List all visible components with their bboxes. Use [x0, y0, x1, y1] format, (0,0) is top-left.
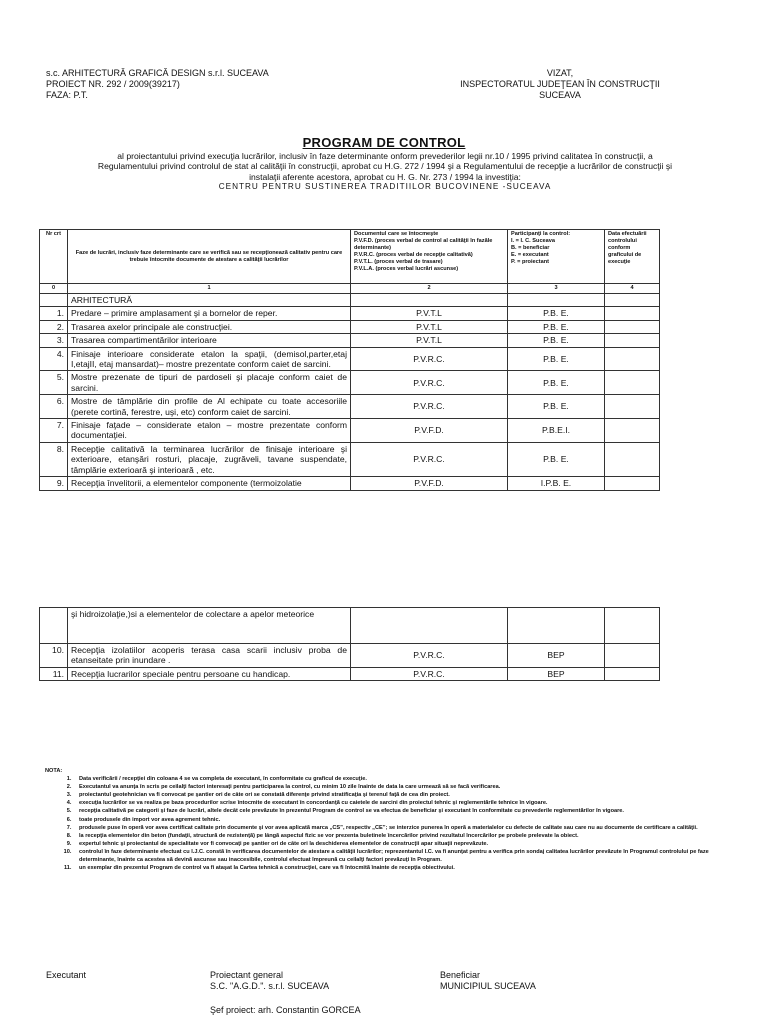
intro-line-2: Regulamentului privind controlul de stat al calităţii în construcţii, aprobat cu H.G. 272 / 1994 şi a Regulamentului de recepţie a lucrărilor de construcţii şi	[97, 161, 673, 172]
notes-list	[45, 775, 735, 872]
header-document: Documentul care se întocmeşte P.V.F.D. (proces verbal de control al calităţii în fazăle determinante) P.V.R.C. (proces verbal de recepţie calitativă) P.V.T.L. (proces verbal de trasare) P.V.L.A. (proces verbal lucrări ascunse)	[351, 230, 508, 284]
note-item: 7. produsele puse în operă vor avea certificat calitate prin documente şi vor avea aplicată marca „CS”, respectiv „CE”; se interzice punerea în operă a materialelor cu defecte de calitate sau care nu au documente de certificare a calităţii.	[73, 824, 735, 832]
row-description: Trasarea axelor principale ale construcţiei.	[68, 320, 351, 333]
notes-label: NOTA:	[45, 768, 63, 774]
project-phase: FAZA: P.T.	[46, 90, 88, 100]
row-date	[605, 477, 660, 490]
header-participants: Participanţi la control: I. = I. C. Suceava B. = beneficiar E. = executant P. = proiectant	[508, 230, 605, 284]
designer-title: Proiectant general	[210, 970, 284, 980]
header-right	[460, 68, 660, 101]
row-date	[605, 371, 660, 395]
inspectorate-name: INSPECTORATUL JUDEŢEAN ÎN CONSTRUCŢII	[460, 79, 660, 89]
designer-company: S.C. "A.G.D.". s.r.l. SUCEAVA	[210, 981, 330, 991]
row-number: 9.	[40, 477, 68, 490]
row-description: Mostre prezenate de tipuri de pardoseli şi placaje conform caiet de sarcini.	[68, 371, 351, 395]
section-title: ARHITECTURĂ	[68, 294, 351, 307]
row-document: P.V.F.D.	[351, 419, 508, 443]
row-participants: P.B. E.	[508, 347, 605, 371]
intro-line-3: instalaţii aferente acestora, aprobat cu H. G. Nr. 273 / 1994 la investiţia:	[249, 171, 521, 182]
note-item: 3. proiectantul geotehnician va fi convocat pe şantier ori de câte ori se constată diferenţe privind stratificaţia şi terenul faţă de cea din proiect.	[73, 791, 735, 799]
row-participants: P.B. E.	[508, 371, 605, 395]
table-row	[40, 371, 660, 395]
note-item: 8. la recepţia elementelor din beton (fundaţii, structură de rezistenţă) pe lângă aspectul fizic se vor prezenta buletinele încercărilor privind rezultatul încercărilor pe probele prelevate la obiect.	[73, 832, 735, 840]
note-item: 1. Data verificării / recepţiei din coloana 4 se va completa de executant, în conformitate cu graficul de execuţie.	[73, 775, 735, 783]
row-number	[40, 608, 68, 644]
project-number: PROIECT NR. 292 / 2009(39217)	[46, 79, 180, 89]
row-number: 5.	[40, 371, 68, 395]
row-participants: I.P.B. E.	[508, 477, 605, 490]
investment-name: CENTRU PENTRU SUSTINEREA TRADITIILOR BUCOVINENE -SUCEAVA	[218, 182, 552, 192]
row-number: 10.	[40, 644, 68, 668]
row-description: Trasarea compartimentărilor interioare	[68, 334, 351, 347]
header-date: Data efectuării controlului conform graficului de execuţie	[605, 230, 660, 284]
row-date	[605, 347, 660, 371]
row-document: P.V.T.L	[351, 334, 508, 347]
index-row: 0 1 2 3 4	[40, 284, 660, 294]
table-row	[40, 395, 660, 419]
table-row	[40, 477, 660, 490]
row-document: P.V.T.L	[351, 320, 508, 333]
table-header-row	[40, 230, 660, 284]
row-number: 8.	[40, 442, 68, 476]
intro-text	[40, 151, 730, 193]
note-item: 11. un exemplar din prezentul Program de control va fi ataşat la Cartea tehnică a construcţiei, care va fi întocmită înainte de recepţia obiectivului.	[73, 864, 735, 872]
notes-section	[45, 767, 735, 872]
table-row	[40, 608, 660, 644]
table-row	[40, 442, 660, 476]
row-document: P.V.R.C.	[351, 667, 508, 680]
row-description: Recepţie calitativă la terminarea lucrărilor de finisaje interioare şi exterioare, etanşări rosturi, placaje, zugrăveli, tavane suspendate, tâmplărie exterioară şi interioară , etc.	[68, 442, 351, 476]
beneficiary-block	[440, 970, 536, 992]
table-row	[40, 667, 660, 680]
row-participants: P.B.E.I.	[508, 419, 605, 443]
row-participants: BEP	[508, 644, 605, 668]
designer-block	[210, 970, 329, 992]
section-row	[40, 294, 660, 307]
row-number: 11.	[40, 667, 68, 680]
table-row	[40, 334, 660, 347]
row-document	[351, 608, 508, 644]
control-program-table-continued	[39, 607, 660, 681]
header-nr: Nr crt	[40, 230, 68, 284]
control-program-table	[39, 229, 660, 491]
row-participants: P.B. E.	[508, 334, 605, 347]
executant-label: Executant	[46, 970, 87, 980]
row-number: 7.	[40, 419, 68, 443]
intro-line-1: al proiectantului privind execuţia lucrărilor, inclusiv în faze determinante onform prevederilor legii nr.10 / 1995 privind calitatea în construcţii, a	[117, 151, 653, 161]
beneficiary-name: MUNICIPIUL SUCEAVA	[440, 981, 536, 991]
row-number: 1.	[40, 307, 68, 320]
row-description: Recepţia izolatiilor acoperis terasa casa scarii inclusiv proba de etanseitate prin inundare .	[68, 644, 351, 668]
row-date	[605, 419, 660, 443]
row-date	[605, 442, 660, 476]
row-participants	[508, 608, 605, 644]
row-participants: P.B. E.	[508, 442, 605, 476]
row-document: P.V.F.D.	[351, 477, 508, 490]
row-description: Recepţia învelitorii, a elementelor componente (termoizolatie	[68, 477, 351, 490]
row-date	[605, 307, 660, 320]
row-document: P.V.R.C.	[351, 347, 508, 371]
row-document: P.V.R.C.	[351, 395, 508, 419]
row-number: 3.	[40, 334, 68, 347]
row-number: 6.	[40, 395, 68, 419]
row-document: P.V.R.C.	[351, 644, 508, 668]
row-date	[605, 644, 660, 668]
row-participants: BEP	[508, 667, 605, 680]
row-date	[605, 667, 660, 680]
company-name: s.c. ARHITECTURĂ GRAFICĂ DESIGN s.r.l. SUCEAVA	[46, 68, 269, 78]
table-row	[40, 307, 660, 320]
row-date	[605, 320, 660, 333]
row-participants: P.B. E.	[508, 307, 605, 320]
table-row	[40, 419, 660, 443]
table-row	[40, 320, 660, 333]
header-left	[46, 68, 269, 101]
row-date	[605, 608, 660, 644]
row-date	[605, 395, 660, 419]
row-description: Mostre de tâmplărie din profile de Al echipate cu toate accesoriile (perete cortină, ferestre, uşi, etc) conform caiet de sarcini.	[68, 395, 351, 419]
header-phases: Faze de lucrări, inclusiv faze determinante care se verifică sau se recepţionează calitativ pentru care trebuie întocmite documente de atestare a calităţii lucrărilor	[68, 230, 351, 284]
row-description: Finisaje interioare considerate etalon la spaţii, (demisol,parter,etaj I,etajII, etaj mansardat)– mostre prezentate conform caiet de sarcini.	[68, 347, 351, 371]
vizat-label: VIZAT,	[546, 68, 574, 78]
row-participants: P.B. E.	[508, 395, 605, 419]
row-description: Recepţia lucrarilor speciale pentru persoane cu handicap.	[68, 667, 351, 680]
note-item: 5. recepţia calitativă pe categorii şi faze de lucrări, altele decât cele prevăzute în prezentul Program de control se va efectua de beneficiar şi executant în conformitate cu prevederile reglementărilor în vigoare.	[73, 807, 735, 815]
row-description: Predare – primire amplasament şi a bornelor de reper.	[68, 307, 351, 320]
note-item: 6. toate produsele din import vor avea agrement tehnic.	[73, 816, 735, 824]
row-document: P.V.T.L	[351, 307, 508, 320]
project-chief: Şef proiect: arh. Constantin GORCEA	[210, 1005, 361, 1015]
row-document: P.V.R.C.	[351, 371, 508, 395]
row-description: Finisaje faţade – considerate etalon – mostre prezentate conform documentaţiei.	[68, 419, 351, 443]
note-item: 4. execuţia lucrărilor se va realiza pe baza procedurilor scrise întocmite de executant în concordanţă cu caietele de sarcini din proiectul tehnic şi reglementările tehnice în vigoare.	[73, 799, 735, 807]
table-row	[40, 644, 660, 668]
row-date	[605, 334, 660, 347]
note-item: 9. expertul tehnic şi proiectantul de specialitate vor fi convocaţi pe şantier ori de câte ori la deschiderea elementelor de construcţii apar situaţii neprevăzute.	[73, 840, 735, 848]
row-description: şi hidroizolaţie,)si a elementelor de colectare a apelor meteorice	[68, 608, 351, 644]
row-participants: P.B. E.	[508, 320, 605, 333]
document-title: PROGRAM DE CONTROL	[302, 135, 466, 150]
table-row	[40, 347, 660, 371]
row-number: 2.	[40, 320, 68, 333]
beneficiary-title: Beneficiar	[440, 970, 481, 980]
inspectorate-city: SUCEAVA	[539, 90, 581, 100]
note-item: 10. controlul în faze determinante efectuat cu I.J.C. constă în verificarea documentelor de atestare a calităţii lucrărilor; reprezentantul I.C. va fi anunţat pentru a verifica prin sondaj calitatea lucrărilor prevăzute în Programul controlului pe faze determinante, înainte ca acestea să devină ascunse sau inaccesibile, controlul efectuat împreună cu ceilalţi factori prevăzuţi în Program.	[73, 848, 735, 864]
row-document: P.V.R.C.	[351, 442, 508, 476]
row-number: 4.	[40, 347, 68, 371]
note-item: 2. Executantul va anunţa în scris pe ceilalţi factori interesaţi pentru participarea la control, cu minim 10 zile înainte de data la care urmează să se facă verificarea.	[73, 783, 735, 791]
